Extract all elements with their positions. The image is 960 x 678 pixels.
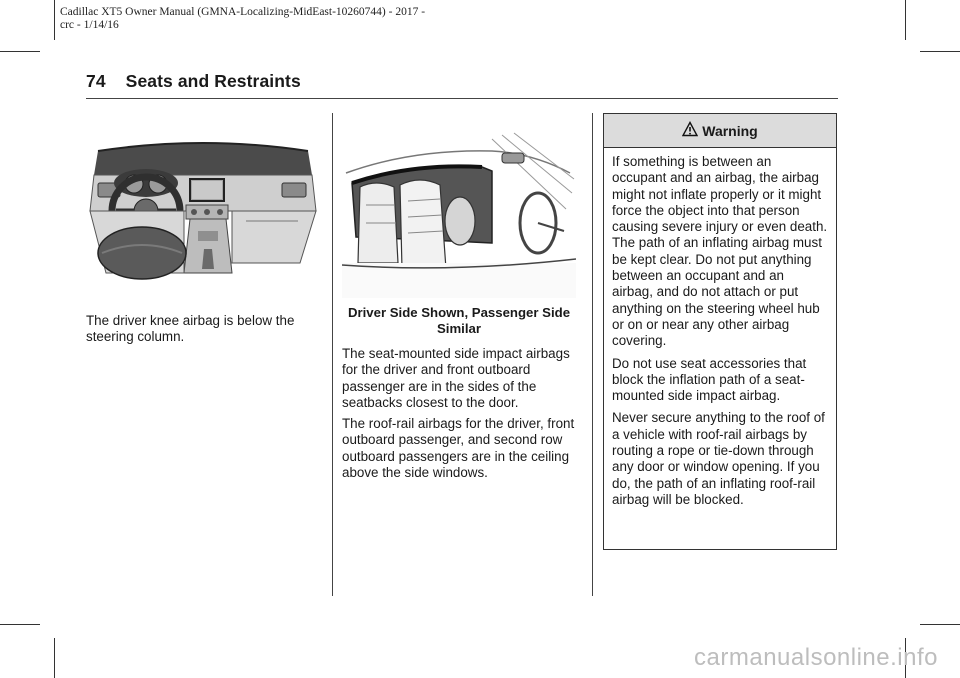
crop-mark <box>905 0 906 40</box>
warning-paragraph: Do not use seat accessories that block the inflation path of a seat-mounted side impact airbag. <box>612 355 807 404</box>
knee-airbag-illustration <box>86 113 320 298</box>
site-watermark: carmanualsonline.info <box>694 644 938 671</box>
warning-title-bar <box>604 114 836 148</box>
column-separator <box>332 113 333 596</box>
warning-box <box>603 113 837 550</box>
roof-rail-airbag-text: The roof-rail airbags for the driver, front outboard passenger, and second row outboard passengers are in the ceiling above the side windows. <box>342 416 575 480</box>
section-heading <box>86 71 301 92</box>
crop-mark <box>920 51 960 52</box>
crop-mark <box>0 51 40 52</box>
crop-mark <box>54 0 55 40</box>
warning-paragraph: Never secure anything to the roof of a vehicle with roof-rail airbags by routing a rope or tie-down through any door or window opening. If you do, the path of an inflating roof-rail airbag will be blocked. <box>612 410 825 507</box>
side-airbag-illustration <box>342 113 576 298</box>
warning-paragraph: If something is between an occupant and an airbag, the airbag might not inflate properly or it might force the object into that person causing severe injury or even death. The path of an inflating airbag must be kept clear. Do not put anything between an occupant and an airbag, and do not attach or put anything on the steering wheel hub or on or near any other airbag covering. <box>612 154 828 349</box>
crop-mark <box>920 624 960 625</box>
figure-caption: Driver Side Shown, Passenger Side Similar <box>347 305 571 337</box>
crop-mark <box>54 638 55 678</box>
section-title: Seats and Restraints <box>125 71 301 91</box>
warning-body <box>604 148 836 508</box>
crop-mark <box>0 624 40 625</box>
header-line-2: crc - 1/14/16 <box>60 19 119 31</box>
knee-airbag-text: The driver knee airbag is below the steering column. <box>86 313 295 345</box>
heading-rule <box>86 98 838 99</box>
page-number: 74 <box>86 71 106 91</box>
document-header <box>60 6 580 32</box>
column-separator <box>592 113 593 596</box>
side-airbag-text: The seat-mounted side impact airbags for the driver and front outboard passenger are in the sides of the seatbacks closest to the door. <box>342 346 570 410</box>
warning-triangle-icon <box>682 121 698 140</box>
header-line-1: Cadillac XT5 Owner Manual (GMNA-Localizing-MidEast-10260744) - 2017 - <box>60 6 426 18</box>
warning-title: Warning <box>702 122 758 139</box>
